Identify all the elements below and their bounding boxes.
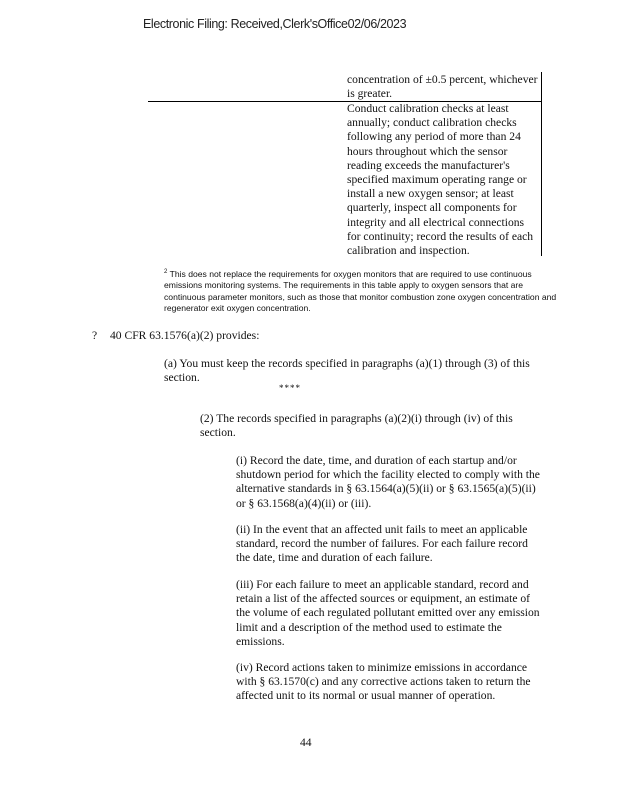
table-right-border: [541, 72, 542, 256]
regulation-citation: 40 CFR 63.1576(a)(2) provides:: [110, 329, 260, 342]
filing-stamp: Electronic Filing: Received,Clerk'sOffice02/06/2023: [143, 17, 407, 31]
paragraph-a2-ii: (ii) In the event that an affected unit fails to meet an applicable standard, record the number of failures. For each failure record the date, time and duration of each failure.: [236, 523, 528, 565]
table-cell-continuation: concentration of ±0.5 percent, whichever is greater.: [347, 73, 538, 101]
table-cell-calibration: Conduct calibration checks at least annually; conduct calibration checks following any period of more than 24 hours throughout which the sensor reading exceeds the manufacturer's specified maximum operating range or install a new oxygen sensor; at least quarterly, inspect all components for integrity and all electrical connections for continuity; record the results of each calibration and inspection.: [347, 102, 534, 258]
bullet-marker: ?: [92, 329, 98, 342]
paragraph-a2-i: (i) Record the date, time, and duration of each startup and/or shutdown period for which the facility elected to comply with the alternative standards in § 63.1564(a)(5)(ii) or § 63.1565(a)(5)(ii) or § 63.1568(a)(4)(ii) or (iii).: [236, 454, 540, 510]
paragraph-a: (a) You must keep the records specified in paragraphs (a)(1) through (3) of this section.: [164, 357, 530, 385]
page-number: 44: [300, 736, 312, 749]
paragraph-a2-iv: (iv) Record actions taken to minimize emissions in accordance with § 63.1570(c) and any corrective actions taken to return the affected unit to its normal or usual manner of operation.: [236, 661, 531, 703]
paragraph-a2: (2) The records specified in paragraphs (a)(2)(i) through (iv) of this section.: [200, 412, 513, 440]
footnote-text: This does not replace the requirements for oxygen monitors that are required to use continuous emissions monitoring systems. The requirements in this table apply to oxygen sensors that are continuous parameter monitors, such as those that monitor combustion zone oxygen concentration and regenerator exit oxygen concentration.: [164, 269, 557, 314]
omission-stars: ****: [279, 383, 301, 393]
footnote-marker: 2: [164, 269, 168, 275]
paragraph-a2-iii: (iii) For each failure to meet an applicable standard, record and retain a list of the affected sources or equipment, an estimate of the volume of each regulated pollutant emitted over any emission limit and a description of the method used to estimate the emissions.: [236, 578, 540, 648]
footnote: [164, 267, 564, 315]
